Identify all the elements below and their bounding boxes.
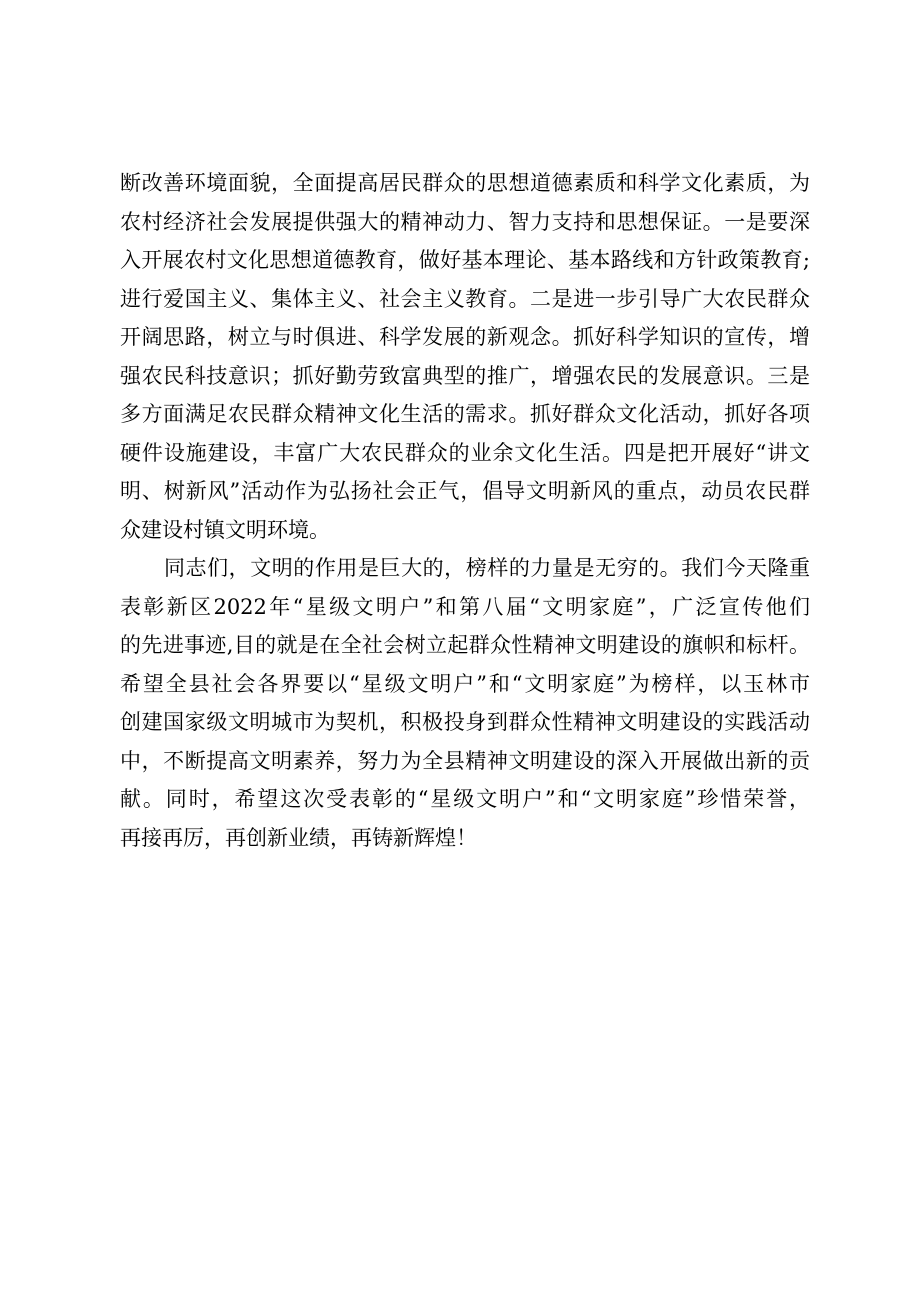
paragraph-line: 众建设村镇文明环境。 (120, 517, 330, 542)
paragraph-line: 中，不断提高文明素养，努力为全县精神文明建设的深入开展做出新的贡 (120, 748, 810, 773)
paragraph-line: 农村经济社会发展提供强大的精神动力、智力支持和思想保证。一是要深 (120, 209, 810, 234)
paragraph-line: 开阔思路，树立与时俱进、科学发展的新观念。抓好科学知识的宣传，增 (120, 325, 810, 349)
paragraph-line: 的先进事迹,目的就是在全社会树立起群众性精神文明建设的旗帜和标杆。 (120, 633, 810, 657)
paragraph-line: 表彰新区2022年“星级文明户”和第八届“文明家庭”，广泛宣传他们 (120, 594, 810, 619)
paragraph-line: 强农民科技意识；抓好勤劳致富典型的推广，增强农民的发展意识。三是 (120, 363, 810, 388)
paragraph-line: 献。同时，希望这次受表彰的“星级文明户”和“文明家庭”珍惜荣誉， (120, 787, 810, 811)
paragraph-line: 希望全县社会各界要以“星级文明户”和“文明家庭”为榜样，以玉林市 (120, 671, 810, 696)
paragraph-line: 明、树新风”活动作为弘扬社会正气，倡导文明新风的重点，动员农民群 (120, 479, 810, 503)
paragraph-1 (120, 164, 810, 549)
paragraph-line: 再接再厉，再创新业绩，再铸新辉煌！ (120, 825, 477, 850)
paragraph-line: 多方面满足农民群众精神文化生活的需求。抓好群众文化活动，抓好各项 (120, 402, 810, 426)
document-body (120, 164, 810, 857)
paragraph-line: 创建国家级文明城市为契机，积极投身到群众性精神文明建设的实践活动 (120, 710, 810, 734)
paragraph-line: 断改善环境面貌，全面提高居民群众的思想道德素质和科学文化素质，为 (120, 171, 810, 195)
paragraph-line: 进行爱国主义、集体主义、社会主义教育。二是进一步引导广大农民群众 (120, 286, 810, 311)
paragraph-line: 入开展农村文化思想道德教育，做好基本理论、基本路线和方针政策教育; (120, 248, 810, 272)
paragraph-line: 同志们，文明的作用是巨大的，榜样的力量是无穷的。我们今天隆重 (164, 556, 810, 580)
paragraph-2 (120, 549, 810, 857)
paragraph-line: 硬件设施建设，丰富广大农民群众的业余文化生活。四是把开展好“讲文 (120, 440, 810, 465)
